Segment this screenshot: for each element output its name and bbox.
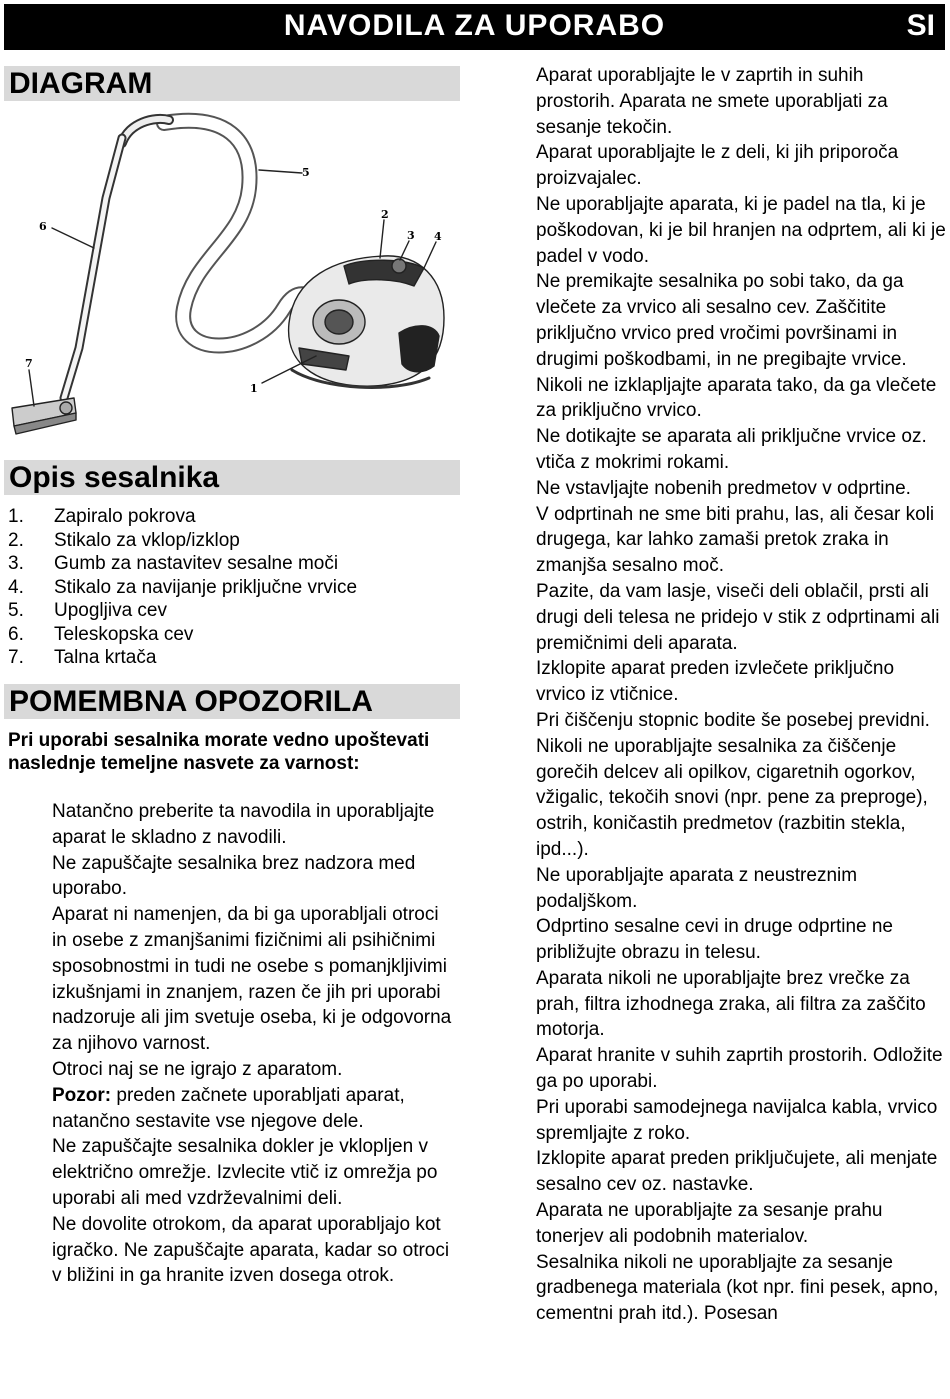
- warning-item: Natančno preberite ta navodila in uporabljajte aparat le skladno z navodili.: [52, 801, 435, 848]
- section-heading-warnings: [4, 684, 460, 719]
- page-title: NAVODILA ZA UPORABO: [283, 9, 666, 42]
- warning-item: Ne zapuščajte sesalnika dokler je vklopljen v električno omrežje. Izvlecite vtič iz omrežja po uporabi ali med vzdrževalnimi deli.: [52, 1136, 438, 1209]
- diagram-label-6: 6: [39, 220, 47, 233]
- section-title-warnings: POMEMBNA OPOZORILA: [9, 685, 373, 718]
- warning-item: Ne uporabljajte aparata z neustreznim podaljškom.: [536, 864, 858, 912]
- warning-item: Odprtino sesalne cevi in druge odprtine ne približujte obrazu in telesu.: [536, 916, 894, 964]
- warning-item: Ne vstavljajte nobenih predmetov v odprtine.: [536, 477, 911, 499]
- section-heading-description: [4, 460, 460, 495]
- diagram-label-2: 2: [381, 208, 389, 221]
- diagram-label-1: 1: [250, 382, 258, 395]
- list-item-label: Upogljiva cev: [54, 600, 167, 621]
- warning-item: Ne dovolite otrokom, da aparat uporabljajo kot igračko. Ne zapuščajte aparata, kadar so otroci v bližini in ga hranite izven dosega otrok.: [52, 1213, 450, 1287]
- warning-item: Aparata ne uporabljajte za sesanje prahu tonerjev ali podobnih materialov.: [536, 1200, 883, 1247]
- list-item-label: Zapiralo pokrova: [54, 506, 196, 527]
- warning-emphasis: Pozor:: [52, 1084, 112, 1106]
- section-title-description: Opis sesalnika: [9, 461, 220, 494]
- diagram-label-3: 3: [407, 229, 415, 242]
- warning-item: Ne uporabljajte aparata, ki je padel na tla, ki je poškodovan, ki je bil hranjen na odprtem, ali ki je padel v vodo.: [536, 193, 946, 267]
- warning-item: V odprtinah ne sme biti prahu, las, ali česar koli drugega, kar lahko zamaši pretok zraka in zmanjša sesalno moč.: [536, 503, 935, 577]
- warning-item: Aparat ni namenjen, da bi ga uporabljali otroci in osebe z zmanjšanimi fizičnimi ali psihičnimi sposobnostmi in tudi ne osebe s pomanjkljivimi izkušnjami in znanjem, razen če jih pri uporabi nadzoruje ali jim svetuje oseba, ki je odgovorna za njihovo varnost.: [52, 904, 452, 1055]
- warning-item: Pazite, da vam lasje, viseči deli oblačil, prsti ali drugi deli telesa ne pridejo v stik z odprtinami ali premičnimi deli aparata.: [536, 580, 940, 654]
- warning-item: Otroci naj se ne igrajo z aparatom.: [52, 1058, 343, 1080]
- list-item: [8, 529, 458, 553]
- warning-text: preden začnete uporabljati aparat, natančno sestavite vse njegove dele.: [52, 1084, 405, 1132]
- warning-item: Izklopite aparat preden priključujete, ali menjate sesalno cev oz. nastavke.: [536, 1148, 938, 1196]
- list-item: [8, 623, 458, 647]
- parts-list: [8, 505, 458, 670]
- warning-item: Aparat uporabljajte le v zaprtih in suhih prostorih. Aparata ne smete uporabljati za sesanje tekočin.: [536, 65, 888, 138]
- list-item-label: Teleskopska cev: [54, 623, 194, 645]
- header-bar: [4, 4, 945, 50]
- list-item-label: Talna krtača: [54, 647, 157, 668]
- list-item-number: 3.: [8, 553, 24, 574]
- warning-item: Aparata nikoli ne uporabljajte brez vrečke za prah, filtra izhodnega zraka, ali filtra za zaščito motorja.: [536, 967, 926, 1041]
- warning-item: Pri čiščenju stopnic bodite še posebej previdni.: [536, 709, 930, 731]
- language-code: SI: [906, 9, 935, 42]
- warnings-intro: Pri uporabi sesalnika morate vedno upoštevati naslednje temeljne nasvete za varnost:: [8, 730, 430, 774]
- list-item-number: 7.: [8, 647, 24, 668]
- list-item-label: Gumb za nastavitev sesalne moči: [54, 553, 339, 574]
- warning-item: Izklopite aparat preden izvlečete priključno vrvico iz vtičnice.: [536, 658, 895, 706]
- list-item: [8, 552, 458, 576]
- warning-item: Aparat uporabljajte le z deli, ki jih priporoča proizvajalec.: [536, 142, 899, 190]
- list-item-label: Stikalo za vklop/izklop: [54, 529, 240, 551]
- section-heading-diagram: [4, 66, 460, 101]
- diagram-label-7: 7: [25, 357, 33, 370]
- warnings-list-left: [52, 799, 456, 1289]
- diagram-label-4: 4: [434, 230, 442, 243]
- list-item-number: 1.: [8, 506, 24, 527]
- warnings-list-right: [536, 63, 946, 1327]
- warning-item: Pri uporabi samodejnega navijalca kabla, vrvico spremljajte z roko.: [536, 1096, 938, 1144]
- list-item-label: Stikalo za navijanje priključne vrvice: [54, 576, 358, 598]
- list-item-number: 4.: [8, 576, 24, 598]
- warning-item: Ne dotikajte se aparata ali priključne vrvice oz. vtiča z mokrimi rokami.: [536, 426, 927, 473]
- vacuum-cleaner-diagram: [4, 108, 460, 453]
- warning-item: Nikoli ne izklapljajte aparata tako, da ga vlečete za priključno vrvico.: [536, 374, 937, 422]
- warning-item: Ne premikajte sesalnika po sobi tako, da ga vlečete za vrvico ali sesalno cev. Zaščitite priključno vrvico pred vročimi površinami in drugimi poškodbami, in ne pregibajte vrvice.: [536, 271, 907, 370]
- list-item: [8, 599, 458, 623]
- list-item: [8, 576, 458, 600]
- warning-item: [52, 1083, 456, 1135]
- list-item: [8, 505, 458, 529]
- section-title-diagram: DIAGRAM: [9, 67, 153, 100]
- warning-item: Ne zapuščajte sesalnika brez nadzora med uporabo.: [52, 852, 416, 900]
- list-item: [8, 646, 458, 670]
- list-item-number: 6.: [8, 623, 24, 645]
- list-item-number: 5.: [8, 600, 24, 621]
- warning-item: Nikoli ne uporabljajte sesalnika za čiščenje gorečih delcev ali opilkov, cigaretnih ogorkov, vžigalic, tekočih snovi (npr. pene za preproge), ostrih, koničastih predmetov (razbitin stekla, ipd...).: [536, 735, 928, 860]
- warning-item: Aparat hranite v suhih zaprtih prostorih. Odložite ga po uporabi.: [536, 1045, 943, 1093]
- diagram-label-5: 5: [302, 166, 310, 179]
- list-item-number: 2.: [8, 529, 24, 551]
- warning-item: Sesalnika nikoli ne uporabljajte za sesanje gradbenega materiala (kot npr. fini pesek, apno, cementni prah itd.). Posesan: [536, 1251, 939, 1325]
